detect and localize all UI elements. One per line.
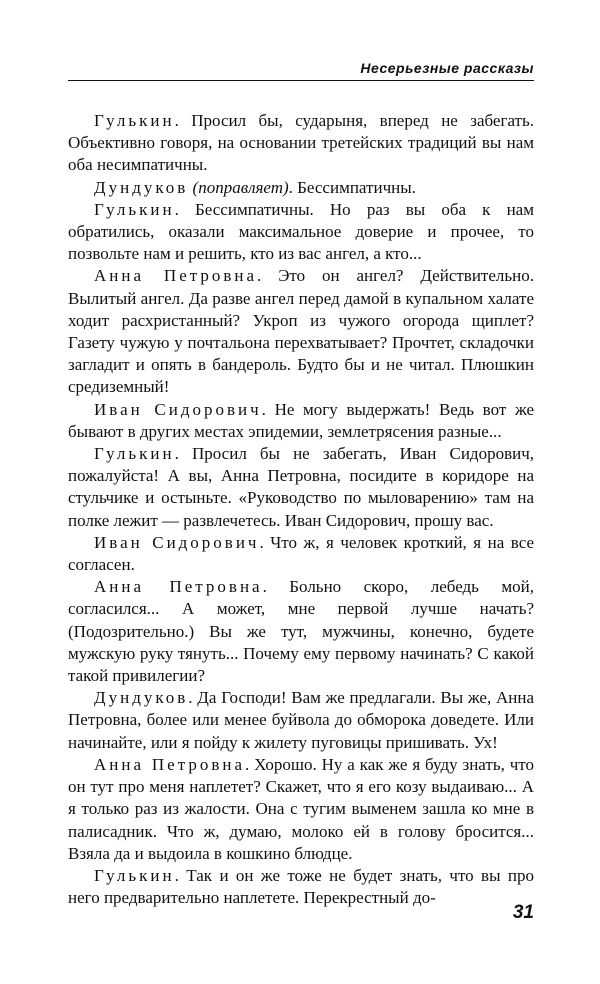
speaker-name: Гулькин [94,865,175,885]
paragraph-10 [68,754,534,865]
stage-direction: (поправляет) [188,177,289,197]
speaker-name: Гулькин [94,444,175,464]
paragraph-2 [68,177,534,199]
speaker-name: Анна Петровна [94,754,246,774]
paragraph-7 [68,532,534,576]
page-number: 31 [512,902,534,923]
paragraph-8 [68,576,534,687]
speaker-name: Анна Петровна [94,577,263,597]
running-head: Несерьезные рассказы [360,60,534,76]
paragraph-1 [68,110,534,177]
speaker-name: Гулькин [94,111,175,130]
speaker-name: Дундуков [94,177,189,197]
paragraph-text: . Бессимпатичны. Но раз вы оба к нам обратились, оказали максимальное доверие и прочее, то позвольте нам и решить, кто из вас ангел, а кто... [68,199,534,264]
paragraph-text: . Хорошо. Ну а как же я буду знать, что он тут про меня наплетет? Скажет, что я его козу выдаиваю... А я только раз из жалости. Она с тугим выменем зашла ко мне в палисадник. Что ж, думаю, молоко ей в голову бросится... Взяла да и выдоила в кошкино блюдце. [68,754,534,863]
paragraph-text: . Да Господи! Вам же предлагали. Вы же, Анна Петровна, более или менее буйвола до обморока доведете. Или начинайте, или я пойду к жилету пуговицы пришивать. Ух! [68,688,534,752]
body-text [68,110,534,909]
paragraph-4 [68,265,534,398]
paragraph-text: . Бессимпатичны. [288,177,416,197]
paragraph-3 [68,199,534,266]
speaker-name: Гулькин [94,199,175,219]
speaker-name: Иван Сидорович [94,532,260,552]
paragraph-text: . Так и он же тоже не будет знать, что вы про него предварительно наплетете. Перекрестный до- [68,865,534,908]
paragraph-text: . Что ж, я человек кроткий, я на все согласен. [68,532,534,575]
speaker-name: Иван Сидорович [94,399,262,419]
paragraph-6 [68,443,534,532]
paragraph-text: . Не могу выдержать! Ведь вот же бывают в других местах эпидемии, землетрясения разные... [68,399,535,441]
paragraph-text: . Просил бы, сударыня, вперед не забегать. Объективно говоря, на основании третейских традиций вы нам оба несимпатичны. [68,111,534,175]
paragraph-text: . Это он ангел? Действительно. Вылитый ангел. Да разве ангел перед дамой в купальном халате ходит расхристанный? Укроп из чужого огорода щиплет? Газету чужую у почтальона перехватывает? Прочтет, складочки загладит и опять в бандероль. Будто бы и не читал. Плюшкин средиземный! [68,266,534,397]
header-rule [68,80,534,81]
speaker-name: Анна Петровна [94,266,258,286]
paragraph-text: . Просил бы не забегать, Иван Сидорович, пожалуйста! А вы, Анна Петровна, посидите в коридоре на стульчике и остыньте. «Руководство по мыловарению» там на полке лежит — развлечетесь. Иван Сидорович, прошу вас. [68,444,534,530]
paragraph-5 [68,399,534,443]
paragraph-9 [68,687,534,754]
paragraph-text: . Больно скоро, лебедь мой, согласился... А может, мне первой лучше начать? (Подозрительно.) Вы же тут, мужчины, конечно, будете мужскую руку тянуть... Почему ему первому начинать? С какой такой привилегии? [68,577,534,686]
speaker-name: Дундуков [94,688,189,708]
